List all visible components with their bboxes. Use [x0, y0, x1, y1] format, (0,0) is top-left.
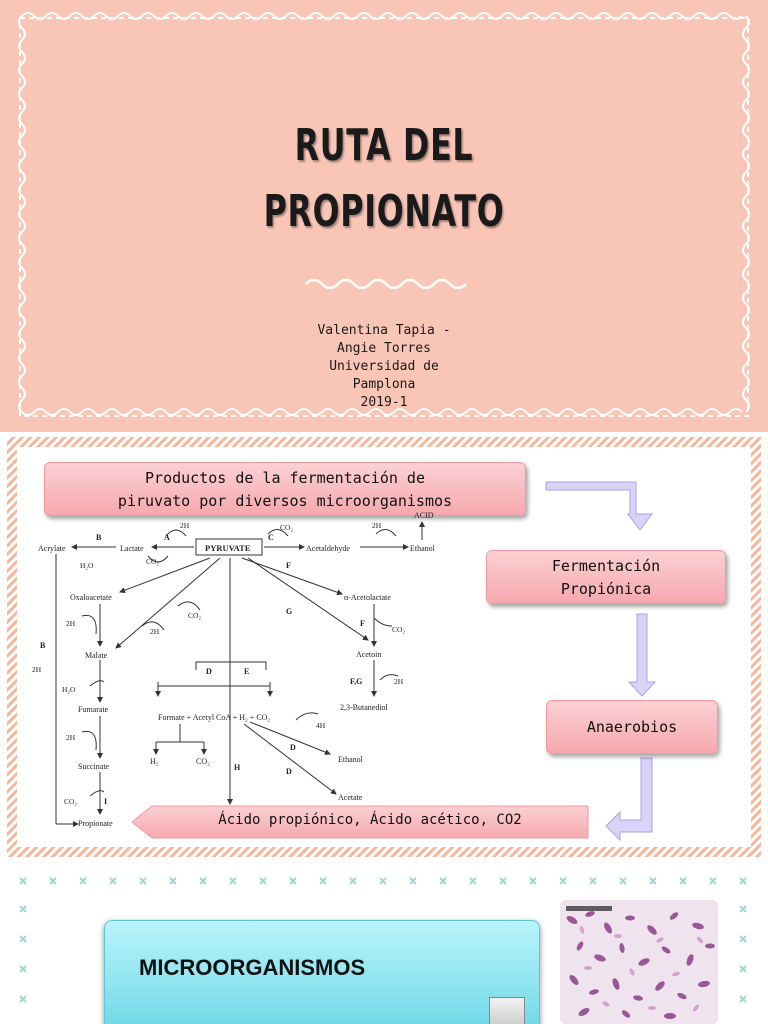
h2-label: H₂: [150, 757, 159, 766]
enzyme-label: F: [286, 561, 291, 570]
cofactor-label: CO₂: [392, 625, 406, 634]
enzyme-label: F: [360, 619, 365, 628]
enzyme-label: I: [104, 797, 108, 806]
co2-label: CO₂: [196, 757, 210, 766]
anaerobios-box: [546, 700, 718, 754]
header-line1: Productos de la fermentación de: [145, 469, 425, 487]
fermentation-box: [486, 550, 726, 604]
acid-label: ACID: [414, 511, 434, 520]
lactate-label: Lactate: [120, 544, 144, 553]
image-caption-bar: [566, 906, 612, 911]
fumarate-label: Fumarate: [78, 705, 109, 714]
formate-line-label: Formate + Acetyl CoA + H₂ + CO₂: [158, 713, 271, 722]
anaerobios-label: Anaerobios: [586, 718, 678, 736]
enzyme-label: G: [286, 607, 293, 616]
products-label: Ácido propiónico, Ácido acético, CO2: [218, 812, 522, 828]
cofactor-label: 2H: [150, 627, 160, 636]
cofactor-label: 2H: [66, 733, 76, 742]
micro-slide: [0, 862, 768, 1024]
enzyme-label: H: [234, 763, 241, 772]
cofactor-label: 2H: [66, 619, 76, 628]
fermentation-line1: Fermentación: [551, 557, 661, 575]
propionate-label: Propionate: [78, 819, 113, 828]
ethanol2-label: Ethanol: [338, 755, 363, 764]
author-line: Pamplona: [352, 377, 416, 392]
malate-label: Malate: [85, 651, 108, 660]
enzyme-label: D: [286, 767, 292, 776]
oxaloacetate-label: Oxaloacetate: [70, 593, 112, 602]
microorganismos-box: [104, 920, 540, 1024]
acetolactate-label: α-Acetolactate: [344, 593, 391, 602]
box-tab: [489, 997, 525, 1024]
author-line: 2019-1: [360, 395, 408, 410]
cofactor-label: CO₂: [64, 797, 78, 806]
cofactor-label: H₂O: [80, 561, 94, 570]
butanediol-label: 2,3-Butanediol: [340, 703, 388, 712]
enzyme-label: D: [206, 667, 212, 676]
flow-arrow: [546, 482, 652, 530]
author-line: Angie Torres: [337, 341, 431, 356]
microorganismos-label: MICROORGANISMOS: [139, 955, 366, 980]
enzyme-label: D: [290, 743, 296, 752]
cofactor-label: 2H: [394, 677, 404, 686]
enzyme-label: F,G: [350, 677, 363, 686]
cofactor-label: 2H: [372, 521, 382, 530]
pyruvate-label: PYRUVATE: [205, 543, 251, 553]
cofactor-label: CO₂: [188, 611, 202, 620]
metabolic-diagram: [30, 506, 450, 836]
microscopy-image: [560, 900, 718, 1024]
stained-cells-image: [560, 900, 718, 1024]
acetoin-label: Acetoin: [356, 650, 382, 659]
enzyme-label: E: [244, 667, 250, 676]
enzyme-label: B: [40, 641, 46, 650]
cofactor-label: 2H: [32, 665, 42, 674]
page-title-line2: PROPIONATO: [263, 186, 505, 237]
succinate-label: Succinate: [78, 762, 110, 771]
fermentation-line2: Propiónica: [560, 580, 652, 598]
enzyme-label: B: [96, 533, 102, 542]
author-line: Universidad de: [329, 359, 439, 374]
cofactor-label: 4H: [316, 721, 326, 730]
cofactor-label: CO₂: [146, 557, 160, 566]
cofactor-label: H₂O: [62, 685, 76, 694]
cofactor-label: 2H: [180, 521, 190, 530]
acetate-label: Acetate: [338, 793, 363, 802]
wave-divider: [306, 280, 466, 288]
enzyme-label: C: [268, 533, 274, 542]
page-title-line1: RUTA DEL: [294, 120, 474, 171]
header-line2: piruvato por diversos microorganismos: [117, 492, 453, 510]
ethanol-label: Ethanol: [410, 544, 435, 553]
flow-arrow: [606, 758, 652, 840]
enzyme-label: A: [164, 533, 170, 542]
cofactor-label: CO₂: [280, 523, 294, 532]
title-slide: [0, 0, 768, 432]
author-line: Valentina Tapia -: [317, 323, 451, 338]
pathway-slide: [0, 432, 768, 862]
flow-arrow: [629, 614, 655, 696]
acrylate-label: Acrylate: [38, 544, 66, 553]
acetaldehyde-label: Acetaldehyde: [306, 544, 350, 553]
